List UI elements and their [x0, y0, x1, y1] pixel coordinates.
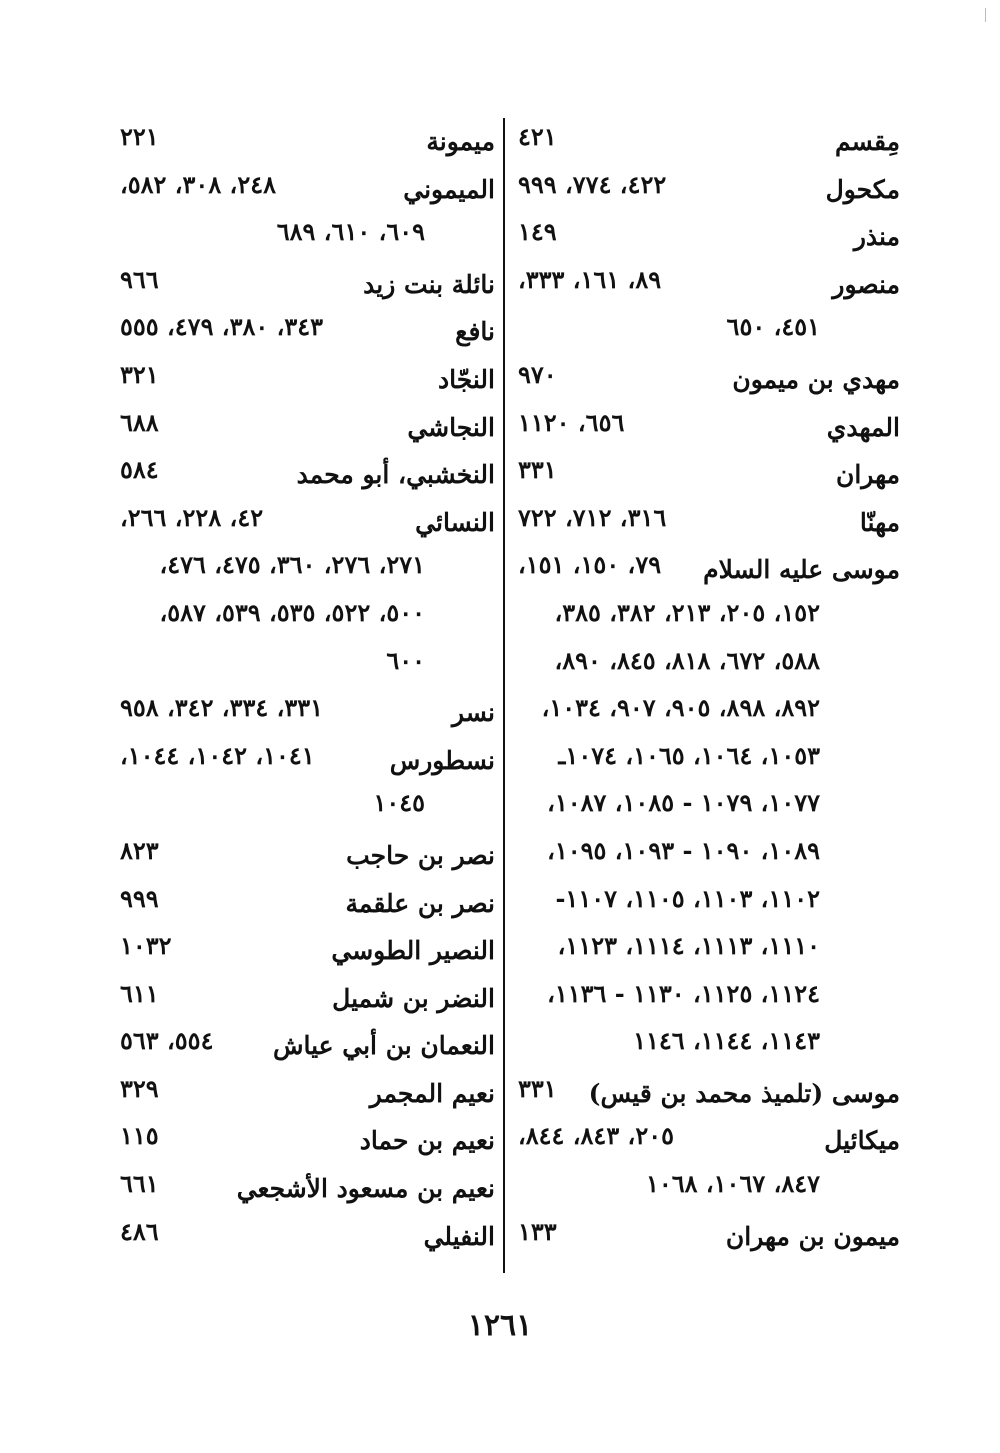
index-entry — [518, 356, 900, 404]
entry-name: منصور — [832, 269, 900, 299]
entry-pages: ٤٢، ٢٢٨، ٢٦٦، — [120, 502, 264, 532]
entry-pages-continued: ١٠٨٩، ١٠٩٠ - ١٠٩٣، ١٠٩٥، — [547, 835, 820, 865]
entry-name: النفيلي — [423, 1221, 495, 1251]
index-entry — [518, 1213, 900, 1261]
entry-pages-continued: ٢٧١، ٢٧٦، ٣٦٠، ٤٧٥، ٤٧٦، — [159, 550, 425, 580]
index-entry — [110, 975, 495, 1023]
entry-name: مهران — [835, 460, 900, 490]
index-entry — [110, 118, 495, 166]
entry-pages: ١٠٣٢ — [120, 931, 172, 961]
index-entry — [518, 1070, 900, 1118]
index-entry — [110, 784, 495, 832]
entry-name: النجاشي — [407, 412, 495, 442]
index-entry — [518, 404, 900, 452]
entry-name: مهدي بن ميمون — [732, 364, 900, 394]
entry-pages: ٦١١ — [120, 978, 159, 1008]
entry-pages-continued: ١٠٤٥ — [373, 788, 425, 818]
index-entry — [518, 213, 900, 261]
entry-pages-continued: ٨٩٢، ٨٩٨، ٩٠٥، ٩٠٧، ١٠٣٤، — [541, 693, 820, 723]
entry-name: النعمان بن أبي عياش — [272, 1031, 495, 1061]
index-entry — [518, 737, 900, 785]
entry-pages-continued: ٦٠٠ — [386, 645, 425, 675]
entry-pages-continued: ٤٥١، ٦٥٠ — [726, 312, 820, 342]
entry-name: نصر بن حاجب — [346, 840, 495, 870]
entry-name: منذر — [853, 222, 900, 252]
entry-pages-continued: ١٥٢، ٢٠٥، ٢١٣، ٣٨٢، ٣٨٥، — [554, 597, 820, 627]
entry-name: نافع — [455, 317, 495, 347]
index-entry — [110, 1022, 495, 1070]
index-entry — [110, 166, 495, 214]
entry-pages-continued: ١٠٥٣، ١٠٦٤، ١٠٦٥، ١٠٧٤ـ — [558, 740, 820, 770]
entry-pages: ٦٥٦، ١١٢٠ — [518, 407, 625, 437]
entry-name: نصر بن علقمة — [345, 888, 495, 918]
entry-pages: ٢٢١ — [120, 122, 159, 151]
entry-pages: ٥٨٤ — [120, 455, 159, 485]
entry-pages: ٣١٦، ٧١٢، ٧٢٢ — [518, 502, 667, 532]
entry-pages-continued: ١١٠٢، ١١٠٣، ١١٠٥، ١١٠٧- — [555, 883, 820, 913]
entry-pages-continued: ١١٢٤، ١١٢٥، ١١٣٠ - ١١٣٦، — [547, 978, 820, 1008]
entry-pages: ٣٢٩ — [120, 1073, 159, 1103]
index-entry — [110, 927, 495, 975]
entry-pages: ٤٨٦ — [120, 1216, 159, 1246]
entry-pages-continued: ٦٠٩، ٦١٠، ٦٨٩ — [276, 217, 425, 247]
index-entry — [110, 546, 495, 594]
entry-pages-continued: ١١٤٣، ١١٤٤، ١١٤٦ — [633, 1026, 820, 1056]
index-entry — [518, 689, 900, 737]
index-entry — [518, 118, 900, 166]
entry-name: نسطورس — [389, 745, 495, 775]
index-entry — [110, 880, 495, 928]
entry-name: موسى (تلميذ محمد بن قيس) — [588, 1078, 900, 1108]
entry-pages-continued: ١٠٧٧، ١٠٧٩ - ١٠٨٥، ١٠٨٧، — [547, 788, 820, 818]
index-entry — [518, 784, 900, 832]
entry-pages: ٤٢١ — [518, 122, 557, 151]
index-entry — [518, 499, 900, 547]
index-entry — [110, 737, 495, 785]
entry-name: النضر بن شميل — [332, 983, 495, 1013]
entry-name: نعيم المجمر — [369, 1078, 495, 1108]
entry-pages: ٦٨٨ — [120, 407, 159, 437]
entry-pages-continued: ٥٠٠، ٥٢٢، ٥٣٥، ٥٣٩، ٥٨٧، — [159, 597, 425, 627]
index-entry — [518, 975, 900, 1023]
entry-pages: ٦٦١ — [120, 1169, 159, 1199]
index-entry — [110, 1165, 495, 1213]
entry-name: مكحول — [825, 174, 900, 204]
entry-pages: ٨٩، ١٦١، ٣٣٣، — [518, 264, 662, 294]
index-entry — [518, 927, 900, 975]
entry-pages: ٣٤٣، ٣٨٠، ٤٧٩، ٥٥٥ — [120, 312, 324, 342]
entry-pages: ١٤٩ — [518, 217, 557, 247]
index-entry — [518, 166, 900, 214]
entry-name: المهدي — [826, 412, 900, 442]
entry-pages: ٥٥٤، ٥٦٣ — [120, 1026, 214, 1056]
entry-name: مهنّا — [859, 507, 900, 537]
index-entry — [110, 689, 495, 737]
index-column-left — [110, 118, 495, 1260]
index-entry — [518, 1117, 900, 1165]
index-entry — [518, 880, 900, 928]
index-entry — [518, 832, 900, 880]
index-entry — [518, 594, 900, 642]
entry-name: موسى عليه السلام — [703, 555, 900, 585]
index-entry — [518, 261, 900, 309]
entry-name: ميمونة — [426, 127, 495, 156]
entry-name: النسائي — [415, 507, 495, 537]
index-entry — [110, 308, 495, 356]
entry-pages: ٨٢٣ — [120, 835, 159, 865]
page-number: ١٢٦١ — [467, 1308, 533, 1343]
entry-pages-continued: ٥٨٨، ٦٧٢، ٨١٨، ٨٤٥، ٨٩٠، — [554, 645, 820, 675]
entry-pages-continued: ١١١٠، ١١١٣، ١١١٤، ١١٢٣، — [557, 931, 820, 961]
index-entry — [110, 642, 495, 690]
entry-name: النخشبي، أبو محمد — [296, 460, 495, 490]
index-entry — [518, 546, 900, 594]
index-entry — [518, 308, 900, 356]
index-page — [110, 118, 900, 1278]
index-entry — [110, 499, 495, 547]
entry-pages: ٣٣١، ٣٣٤، ٣٤٢، ٩٥٨ — [120, 693, 324, 723]
entry-pages: ١٠٤١، ١٠٤٢، ١٠٤٤، — [120, 740, 315, 770]
index-entry — [110, 261, 495, 309]
entry-name: مِقسم — [835, 127, 900, 156]
entry-pages: ٣٣١ — [518, 455, 557, 485]
entry-pages: ٧٩، ١٥٠، ١٥١، — [518, 550, 662, 580]
index-entry — [518, 1022, 900, 1070]
entry-pages: ٩٩٩ — [120, 883, 159, 913]
index-entry — [110, 213, 495, 261]
entry-pages: ٢٤٨، ٣٠٨، ٥٨٢، — [120, 169, 276, 199]
index-entry — [518, 451, 900, 499]
entry-name: الميموني — [403, 174, 495, 204]
index-entry — [110, 404, 495, 452]
entry-name: نعيم بن حماد — [359, 1126, 495, 1156]
entry-name: نسر — [451, 698, 495, 728]
entry-pages: ٣٢١ — [120, 359, 159, 389]
index-column-right — [518, 118, 900, 1260]
index-entry — [110, 1117, 495, 1165]
index-entry — [110, 451, 495, 499]
index-entry — [518, 1165, 900, 1213]
entry-pages: ٢٠٥، ٨٤٣، ٨٤٤، — [518, 1121, 674, 1151]
scan-edge-mark — [985, 8, 986, 22]
entry-pages: ٩٧٠ — [518, 359, 557, 389]
entry-name: ميكائيل — [824, 1126, 900, 1156]
index-entry — [518, 642, 900, 690]
entry-name: ميمون بن مهران — [725, 1221, 900, 1251]
entry-pages: ٣٣١ — [518, 1073, 557, 1103]
index-entry — [110, 1213, 495, 1261]
entry-pages-continued: ٨٤٧، ١٠٦٧، ١٠٦٨ — [645, 1169, 820, 1199]
entry-name: نعيم بن مسعود الأشجعي — [236, 1174, 495, 1204]
entry-pages: ١١٥ — [120, 1121, 159, 1151]
index-entry — [110, 832, 495, 880]
entry-pages: ٤٢٢، ٧٧٤، ٩٩٩ — [518, 169, 667, 199]
entry-name: النجّاد — [438, 364, 495, 394]
entry-name: نائلة بنت زيد — [363, 269, 495, 299]
index-entry — [110, 594, 495, 642]
index-entry — [110, 1070, 495, 1118]
entry-pages: ٩٦٦ — [120, 264, 159, 294]
index-entry — [110, 356, 495, 404]
entry-name: النصير الطوسي — [331, 936, 495, 966]
entry-pages: ١٣٣ — [518, 1216, 557, 1246]
